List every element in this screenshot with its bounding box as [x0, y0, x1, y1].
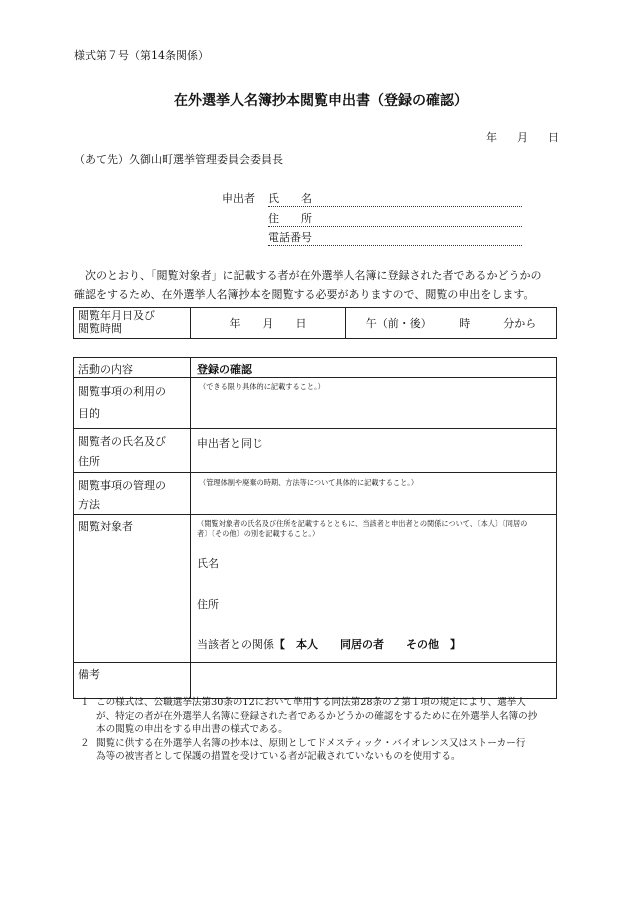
applicant-address-field[interactable]: [268, 212, 522, 227]
purpose-label: 閲覧事項の利用の 目的: [74, 378, 191, 429]
note-2: ２ 閲覧に供する在外選挙人名簿の抄本は、原則としてドメスティック・バイオレンス又はストーカー行 為等の被害者として保護の措置を受けている者が記載されていないものを使用する。: [80, 737, 526, 762]
applicant-phone-label: 電話番号: [268, 231, 312, 244]
date-year: 年: [486, 131, 497, 144]
target-name-label: 氏名: [197, 557, 219, 570]
purpose-field[interactable]: [191, 378, 557, 429]
target-label: 閲覧対象者: [74, 515, 191, 663]
date-month: 月: [517, 131, 528, 144]
note-1-number: １: [80, 697, 90, 708]
viewer-value: 申出者と同じ: [191, 429, 557, 473]
applicant-address-label: 住 所: [268, 212, 312, 225]
applicant-phone-field[interactable]: [268, 231, 522, 246]
applicant-name-label: 氏 名: [268, 192, 312, 205]
details-table: [73, 357, 557, 699]
management-label: 閲覧事項の管理の 方法: [74, 473, 191, 515]
viewing-datetime-table: [73, 307, 557, 339]
note-1: １ この様式は、公職選挙法第30条の12において準用する同法第28条の２第１項の規定により、選挙人 が、特定の者が在外選挙人名簿に登録された者であるかどうかの確認をするために在外選挙人名簿の抄 本の閲覧の申出をする申出書の様式である。: [80, 697, 538, 735]
management-field[interactable]: [191, 473, 557, 515]
target-address-label: 住所: [197, 598, 219, 611]
viewing-datetime-label: 閲覧年月日及び 閲覧時間: [74, 308, 191, 339]
activity-value: 登録の確認: [191, 358, 557, 378]
applicant-label: 申出者: [222, 192, 255, 205]
management-hint: （管理体制や廃棄の時期、方法等について具体的に記載すること。）: [199, 478, 419, 487]
viewing-time-field[interactable]: 午（前・後） 時 分から: [346, 308, 557, 339]
target-relation-options: 【 本人 同居の者 その他 】: [274, 638, 461, 651]
date-line: [486, 131, 559, 145]
addressee: （あて先）久御山町選挙管理委員会委員長: [74, 153, 283, 166]
target-relation-label: 当該者との関係: [197, 638, 274, 651]
request-paragraph: [74, 266, 564, 304]
target-field[interactable]: [191, 515, 557, 663]
purpose-hint: （できる限り具体的に記載すること。）: [199, 382, 325, 391]
title-suffix: （登録の確認）: [370, 93, 468, 109]
activity-label: 活動の内容: [74, 358, 191, 378]
viewing-date-field[interactable]: 年 月 日: [191, 308, 346, 339]
date-day: 日: [548, 131, 559, 144]
form-number: 様式第７号（第14条関係）: [74, 49, 209, 62]
viewer-label: 閲覧者の氏名及び 住所: [74, 429, 191, 473]
notes: [74, 696, 564, 764]
remarks-label: 備考: [74, 663, 191, 699]
remarks-field[interactable]: [191, 663, 557, 699]
title-main: 在外選挙人名簿抄本閲覧申出書: [174, 93, 370, 109]
paragraph-line-1: 次のとおり、「閲覧対象者」に記載する者が在外選挙人名簿に登録された者であるかどうかの: [85, 269, 542, 282]
applicant-name-field[interactable]: [268, 192, 522, 207]
note-2-number: ２: [80, 737, 90, 749]
target-hint-line-1: （閲覧対象者の氏名及び住所を記載するとともに、当該者と申出者との関係について、〔本人〕〔同居の: [197, 519, 528, 528]
page-title: [174, 90, 468, 110]
target-hint-line-2: 者〕〔その他〕の別を記載すること。）: [197, 529, 320, 538]
paragraph-line-2: 確認をするため、在外選挙人名簿抄本を閲覧する必要がありますので、閲覧の申出をします。: [74, 288, 535, 301]
target-relation: [197, 636, 461, 652]
